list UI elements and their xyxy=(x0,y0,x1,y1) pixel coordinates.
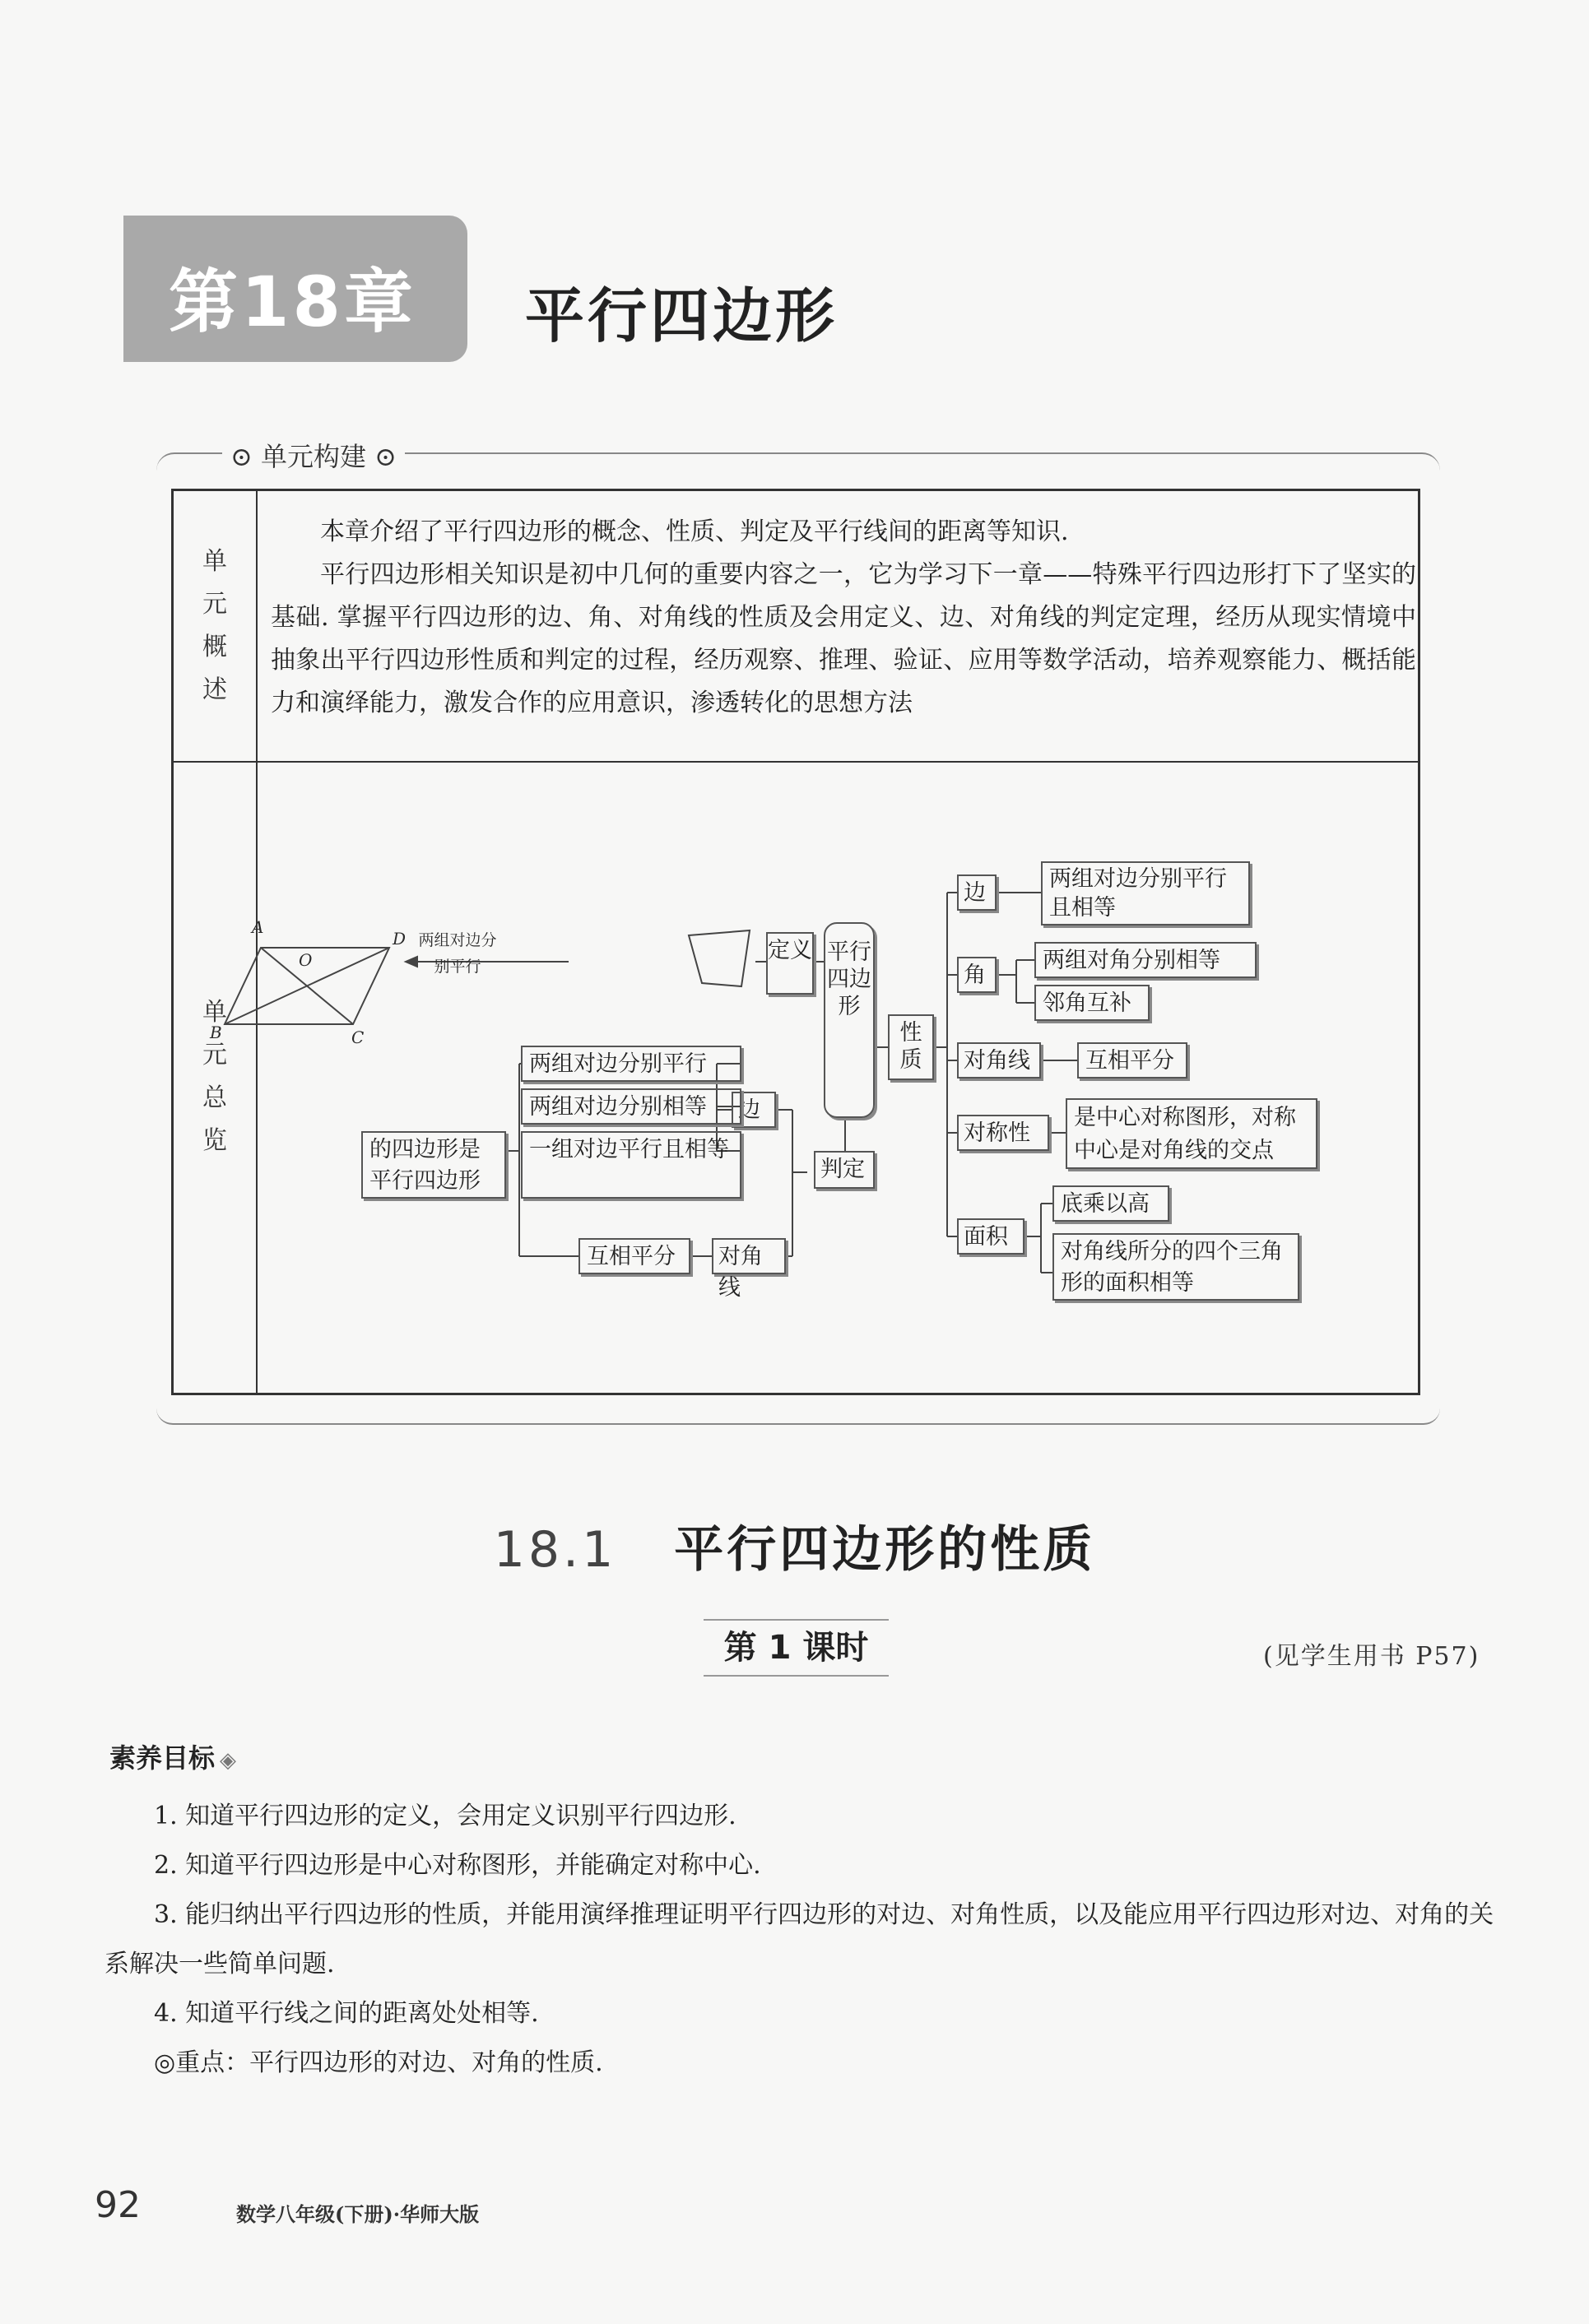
definition-box: 定义 xyxy=(766,932,814,995)
diamond-arrow-icon: ◈ xyxy=(220,1748,237,1773)
overview-paragraph-2: 平行四边形相关知识是初中几何的重要内容之一，它为学习下一章——特殊平行四边形打下了坚实的基础. 掌握平行四边形的边、角、对角线的性质及会用定义、边、对角线的判定定理，经历从现实情境中抽象出平行四边形性质和判定的过程，经历观察、推理、验证、应用等数学活动，培养观察能力、概括能力和演绎能力，激发合作的应用意识，渗透转化的思想方法 xyxy=(271,560,1416,717)
prop-diagonal-detail-box: 互相平分 xyxy=(1077,1042,1187,1079)
point-o-label: O xyxy=(299,950,313,970)
prop-angle-box: 角 xyxy=(957,957,997,993)
point-b-label: B xyxy=(210,1023,222,1042)
prop-angle-2-box: 邻角互补 xyxy=(1034,985,1150,1021)
crit-diagonal-box: 对角线 xyxy=(712,1238,786,1274)
arrow-label: 两组对边分别平行 xyxy=(418,931,497,976)
prop-side-box: 边 xyxy=(957,874,997,911)
center-parallelogram-box: 平行四边形 xyxy=(824,922,875,1118)
unit-header: ⊙ 单元构建 ⊙ xyxy=(222,436,405,474)
prop-side-detail-box: 两组对边分别平行且相等 xyxy=(1041,861,1250,925)
point-c-label: C xyxy=(351,1027,365,1047)
summary-label-char: 总 xyxy=(202,1083,227,1112)
unit-footer-rule xyxy=(156,1408,1440,1425)
goal-item: 3. 能归纳出平行四边形的性质，并能用演绎推理证明平行四边形的对边、对角性质，以及能应用平行四边形对边、对角的关系解决一些简单问题. xyxy=(105,1900,1494,1978)
overview-label-char: 概 xyxy=(202,633,227,661)
crit-side-2-box: 两组对边分别相等 xyxy=(521,1088,741,1125)
summary-label-char: 览 xyxy=(202,1126,227,1155)
properties-box: 性质 xyxy=(888,1014,934,1080)
crit-result-box: 的四边形是平行四边形 xyxy=(361,1131,506,1199)
goals-list xyxy=(105,1792,1499,2088)
goal-item: 1. 知道平行四边形的定义，会用定义识别平行四边形. xyxy=(154,1802,736,1830)
goals-heading-text: 素养目标 xyxy=(109,1742,216,1774)
goals-heading xyxy=(109,1737,236,1775)
prop-symmetry-box: 对称性 xyxy=(957,1115,1049,1151)
crit-diagonal-detail-box: 互相平分 xyxy=(578,1238,690,1274)
overview-label-char: 元 xyxy=(202,590,227,619)
prop-area-1-box: 底乘以高 xyxy=(1052,1185,1169,1222)
section-title xyxy=(0,1510,1589,1581)
prop-diagonal-box: 对角线 xyxy=(957,1042,1041,1079)
goal-item: 2. 知道平行四边形是中心对称图形，并能确定对称中心. xyxy=(154,1851,761,1880)
criteria-box: 判定 xyxy=(814,1151,875,1189)
summary-label-char: 元 xyxy=(202,1041,227,1069)
overview-paragraph-1: 本章介绍了平行四边形的概念、性质、判定及平行线间的距离等知识. xyxy=(320,517,1069,546)
lesson-tag: 第 1 课时 xyxy=(704,1619,889,1677)
page-number: 92 xyxy=(95,2184,141,2226)
summary-label-char: 单 xyxy=(202,998,227,1027)
lesson-reference: (见学生用书 P57) xyxy=(1263,1642,1480,1671)
point-d-label: D xyxy=(393,929,407,949)
goal-key-point: ◎重点：平行四边形的对边、对角的性质. xyxy=(154,2048,603,2077)
unit-table xyxy=(171,489,1420,1395)
section-name: 平行四边形的性质 xyxy=(674,1521,1096,1579)
prop-angle-1-box: 两组对角分别相等 xyxy=(1034,942,1257,978)
crit-side-box: 边 xyxy=(732,1092,776,1128)
prop-area-2-box: 对角线所分的四个三角形的面积相等 xyxy=(1052,1233,1299,1301)
crit-side-3-box: 一组对边平行且相等 xyxy=(521,1131,741,1199)
chapter-label: 第18章 xyxy=(169,262,416,342)
overview-label-char: 单 xyxy=(202,547,227,576)
overview-label-char: 述 xyxy=(202,675,227,704)
book-title: 数学八年级(下册)·华师大版 xyxy=(236,2202,480,2226)
crit-side-1-box: 两组对边分别平行 xyxy=(521,1046,741,1082)
section-number: 18.1 xyxy=(493,1521,617,1579)
prop-area-box: 面积 xyxy=(957,1218,1024,1255)
quadrilateral-shape xyxy=(689,930,750,986)
point-a-label: A xyxy=(252,917,264,937)
chapter-title: 平行四边形 xyxy=(525,281,839,350)
goal-item: 4. 知道平行线之间的距离处处相等. xyxy=(154,1999,539,2028)
prop-symmetry-detail-box: 是中心对称图形，对称中心是对角线的交点 xyxy=(1066,1098,1317,1169)
